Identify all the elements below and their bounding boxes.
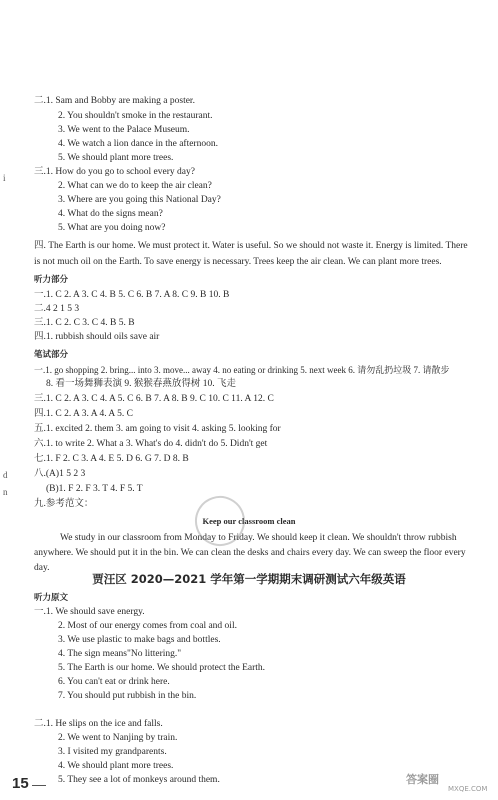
written-heading: 笔试部分 (34, 350, 69, 360)
transcript-item: 5. The Earth is our home. We should protect the Earth. (58, 663, 266, 673)
margin-mark: d (3, 470, 8, 480)
site-logo (404, 770, 490, 794)
s2-item: 5. We should plant more trees. (58, 153, 174, 163)
s4-paragraph: 四. The Earth is our home. We must protect it. Water is useful. So we should not waste it. Energy is limited. There is not much oil on the Earth. To save energy is necessary. Trees keep the air clean. We can plant more trees. (34, 241, 468, 267)
s2-item: 3. We went to the Palace Museum. (58, 125, 190, 135)
s3-item: 3. Where are you going this National Day? (58, 195, 221, 205)
s3-item: 4. What do the signs mean? (58, 209, 163, 219)
transcript-item: 6. You can't eat or drink here. (58, 677, 170, 687)
transcript-item: 5. They see a lot of monkeys around them. (58, 775, 220, 785)
transcript-item: 2. Most of our energy comes from coal and oil. (58, 621, 237, 631)
written-line: 一.1. go shopping 2. bring... into 3. move... away 4. no eating or drinking 5. next week 6. 请勿乱扔垃圾 7. 请散步 (34, 365, 450, 375)
svg-text:答案圈: 答案圈 (406, 773, 439, 786)
written-line: 九.参考范文： (34, 499, 94, 509)
essay-title: Keep our classroom clean (202, 516, 296, 526)
svg-text:MXQE.COM: MXQE.COM (448, 785, 488, 793)
margin-mark: i (3, 173, 6, 183)
margin-mark: n (3, 487, 8, 497)
written-line: 八.(A)1 5 2 3 (34, 469, 86, 479)
written-line: (B)1. F 2. F 3. T 4. F 5. T (46, 484, 143, 494)
s2-head: 二.1. Sam and Bobby are making a poster. (34, 96, 195, 106)
listen-line: 四.1. rubbish should oils save air (34, 332, 160, 342)
written-line: 8. 看一场舞狮表演 9. 猴猴春燕放得树 10. 飞走 (46, 379, 237, 389)
written-line: 七.1. F 2. C 3. A 4. E 5. D 6. G 7. D 8. B (34, 454, 189, 464)
transcript-item: 2. We went to Nanjing by train. (58, 733, 178, 743)
essay-paragraph: We study in our classroom from Monday to Friday. We should keep it clean. We shouldn't throw rubbish anywhere. We should put it in the bin. We can clean the desks and chairs every day. We can sweep the floor every day. (34, 533, 466, 573)
written-line: 三.1. C 2. A 3. C 4. A 5. C 6. B 7. A 8. B 9. C 10. C 11. A 12. C (34, 394, 274, 404)
listen-heading: 听力部分 (34, 275, 69, 285)
transcript-item: 4. We should plant more trees. (58, 761, 174, 771)
listen-line: 三.1. C 2. C 3. C 4. B 5. B (34, 318, 135, 328)
transcript-s1-head: 一.1. We should save energy. (34, 607, 145, 617)
exam-title: 贾汪区 2020—2021 学年第一学期期末调研测试六年级英语 (92, 572, 406, 586)
written-line: 四.1. C 2. A 3. A 4. A 5. C (34, 409, 133, 419)
transcript-item: 7. You should put rubbish in the bin. (58, 691, 197, 701)
s3-item: 2. What can we do to keep the air clean? (58, 181, 212, 191)
written-line: 六.1. to write 2. What a 3. What's do 4. didn't do 5. Didn't get (34, 439, 268, 449)
page-number: 15 (12, 775, 29, 792)
s3-item: 5. What are you doing now? (58, 223, 166, 233)
s3-head: 三.1. How do you go to school every day? (34, 167, 195, 177)
listen-line: 一.1. C 2. A 3. C 4. B 5. C 6. B 7. A 8. C 9. B 10. B (34, 290, 230, 300)
s2-item: 4. We watch a lion dance in the afternoon. (58, 139, 218, 149)
transcript-heading: 听力原文 (34, 593, 69, 603)
transcript-s2-head: 二.1. He slips on the ice and falls. (34, 719, 163, 729)
page-number-rule (32, 785, 46, 786)
transcript-item: 4. The sign means"No littering." (58, 649, 182, 659)
transcript-item: 3. I visited my grandparents. (58, 747, 167, 757)
written-line: 五.1. excited 2. them 3. am going to visit 4. asking 5. looking for (34, 424, 281, 434)
transcript-item: 3. We use plastic to make bags and bottles. (58, 635, 221, 645)
s2-item: 2. You shouldn't smoke in the restaurant. (58, 111, 213, 121)
listen-line: 二.4 2 1 5 3 (34, 304, 80, 314)
